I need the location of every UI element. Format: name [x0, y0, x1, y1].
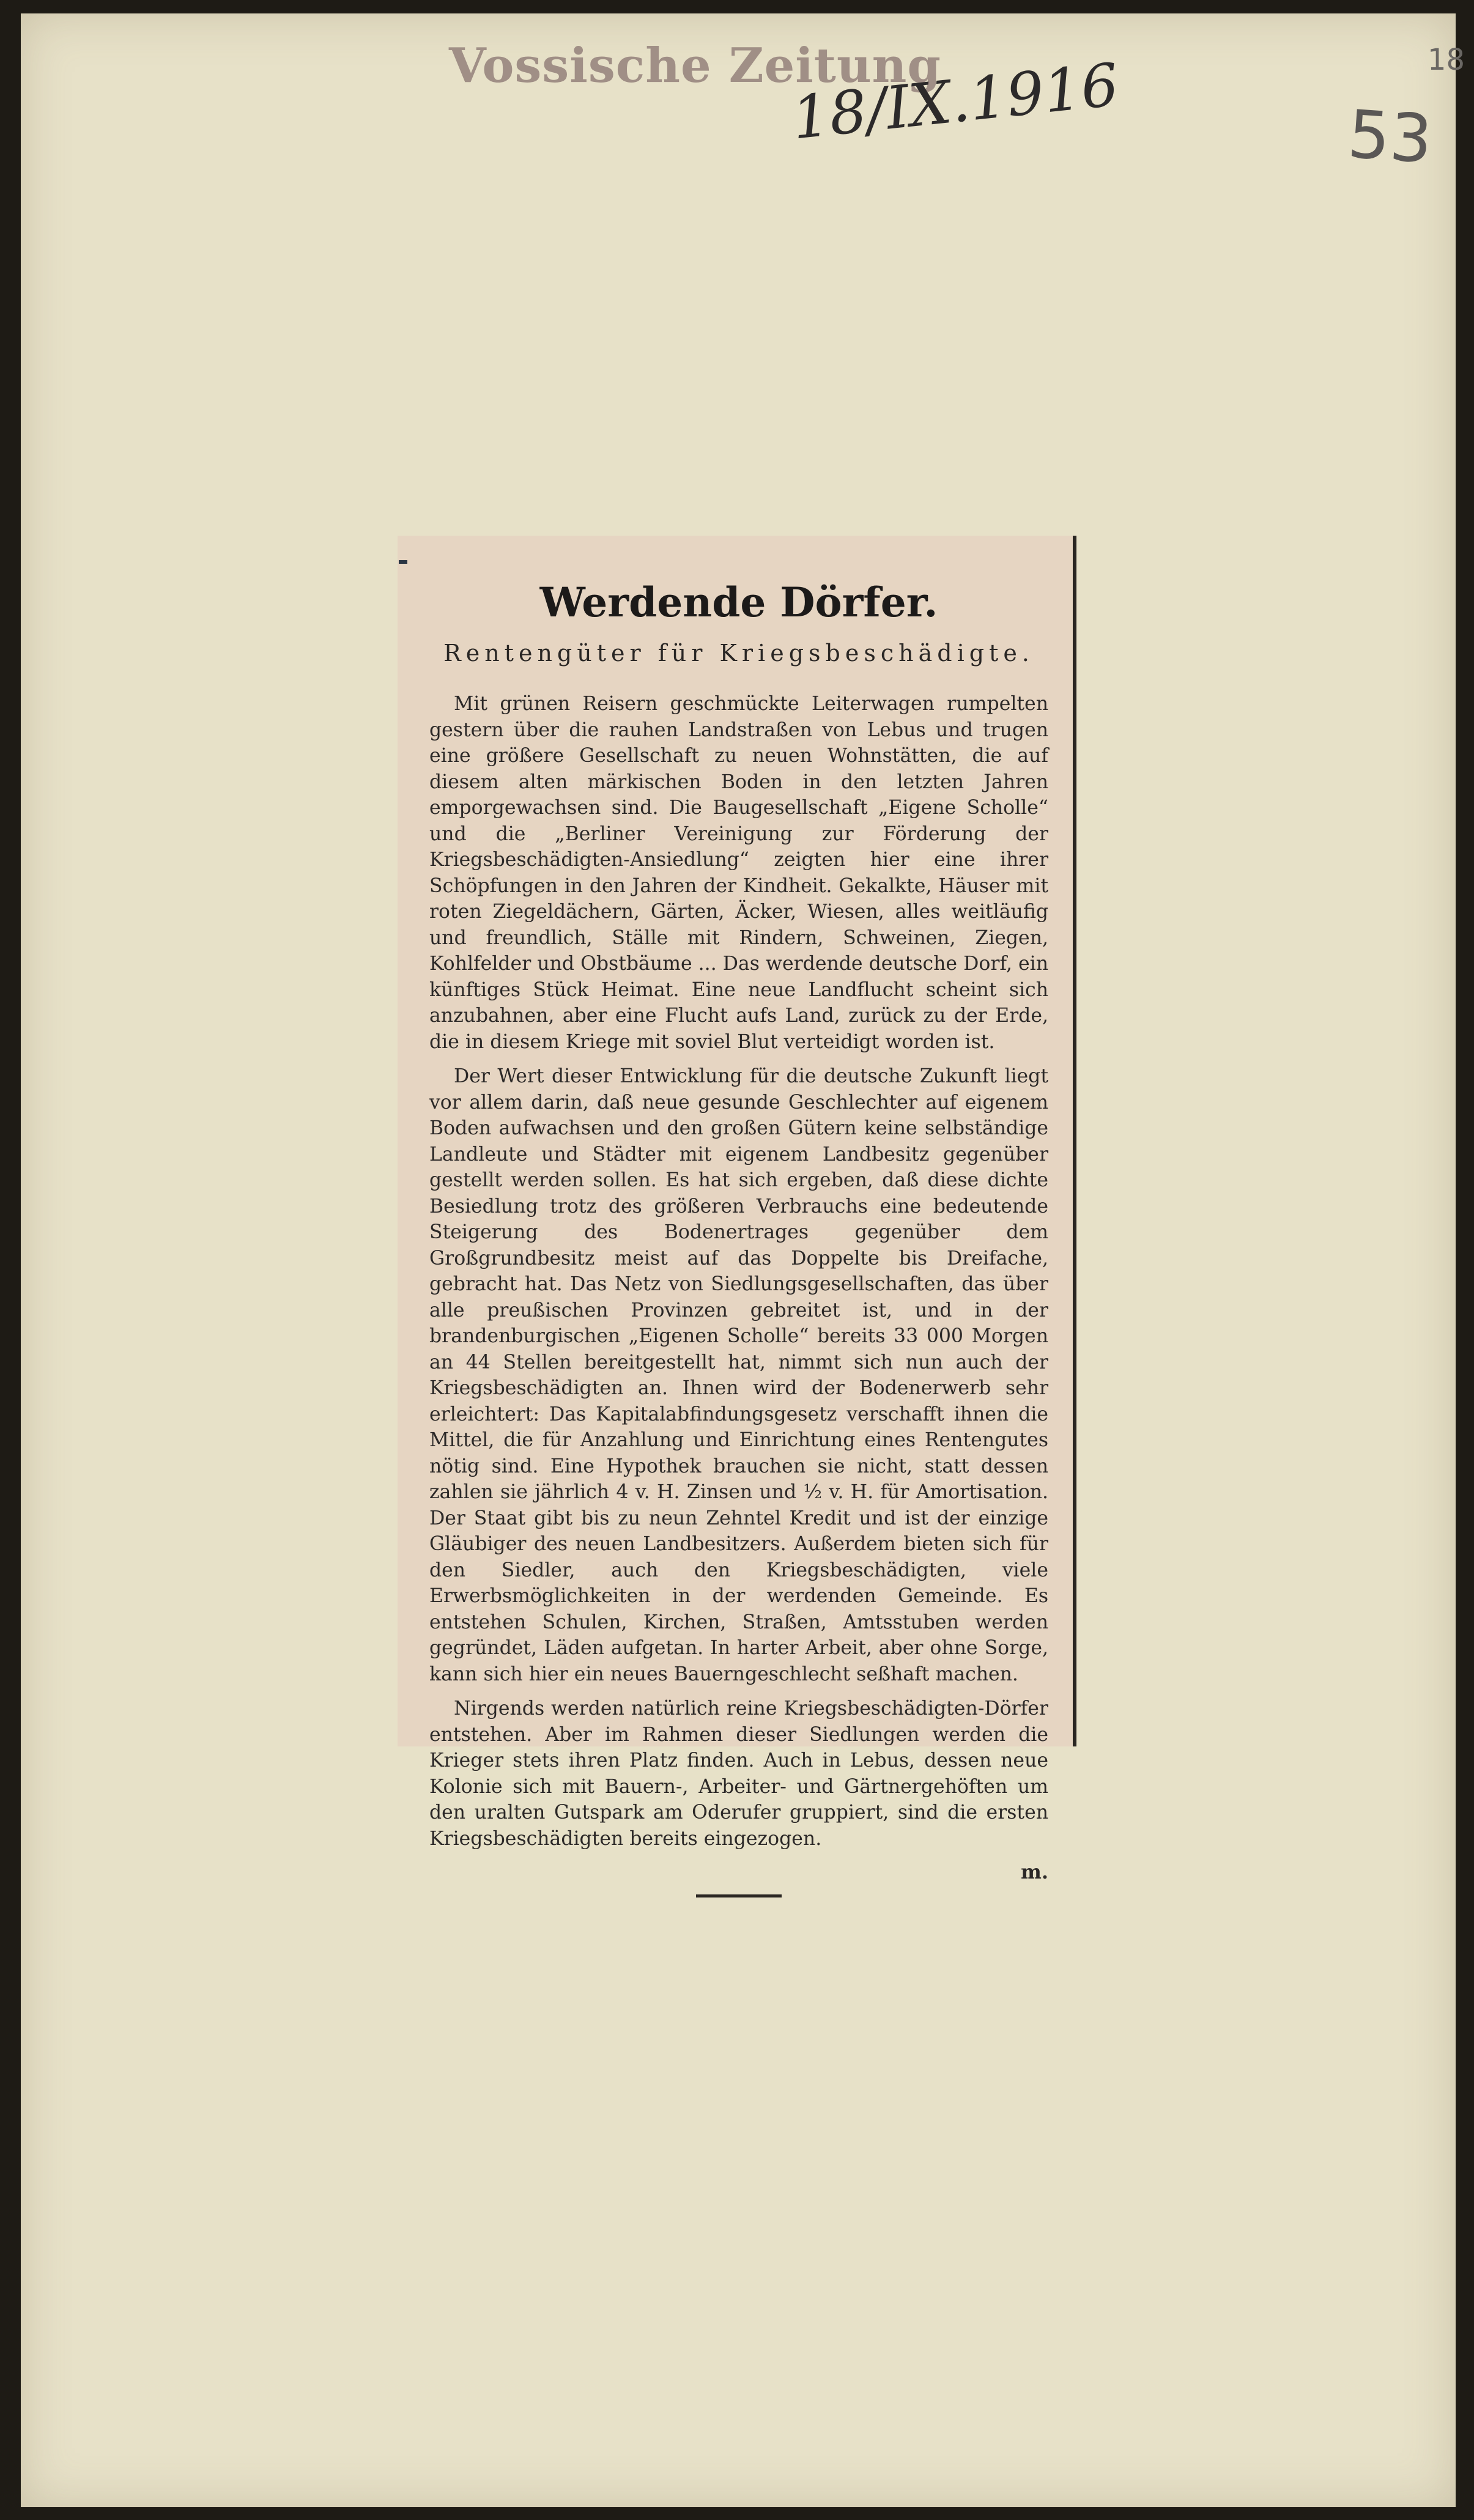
end-rule: [696, 1894, 782, 1897]
article-paragraph: Der Wert dieser Entwicklung für die deutsche Zukunft liegt vor allem darin, daß neue gesunde Geschlechter auf eigenem Boden aufwachsen und den großen Gütern keine selbständige Landleute und Städter mit eigenem Landbesitz gegenüber gestellt werden sollen. Es hat sich ergeben, daß diese dichte Besiedlung trotz des größeren Verbrauchs eine bedeutende Steigerung des Bodenertrages gegenüber dem Großgrundbesitz meist auf das Doppelte bis Dreifache, gebracht hat. Das Netz von Siedlungsgesellschaften, das über alle preußischen Provinzen gebreitet ist, und in der brandenburgischen „Eigenen Scholle“ bereits 33 000 Morgen an 44 Stellen bereitgestellt hat, nimmt sich nun auch der Kriegsbeschädigten an. Ihnen wird der Bodenerwerb sehr erleichtert: Das Kapitalabfindungsgesetz verschafft ihnen die Mittel, die für Anzahlung und Einrichtung eines Rentengutes nötig sind. Eine Hypothek brauchen sie nicht, statt dessen zahlen sie jährlich 4 v. H. Zinsen und ½ v. H. für Amortisation. Der Staat gibt bis zu neun Zehntel Kredit und ist der einzige Gläubiger des neuen Landbesitzers. Außerdem bieten sich für den Siedler, auch den Kriegsbeschädigten, viele Erwerbsmöglichkeiten in der werdenden Gemeinde. Es entstehen Schulen, Kirchen, Straßen, Amtsstuben werden gegründet, Läden aufgetan. In harter Arbeit, aber ohne Sorge, kann sich hier ein neues Bauerngeschlecht seßhaft machen.: [429, 1065, 1048, 1685]
article-subheadline: Rentengüter für Kriegsbeschädigte.: [443, 640, 1034, 667]
corner-number: 18: [1428, 43, 1465, 77]
article-signature: m.: [1021, 1860, 1048, 1883]
pin-mark: [399, 560, 407, 564]
handwritten-date: 18/IX.1916: [788, 50, 1122, 153]
newspaper-clipping: [398, 536, 1076, 1883]
article-paragraph: Mit grünen Reisern geschmückte Leiterwagen rumpelten gestern über die rauhen Landstraßen von Lebus und trugen eine größere Gesellschaft zu neuen Wohnstätten, die auf diesem alten märkischen Boden in den letzten Jahren emporgewachsen sind. Die Baugesellschaft „Eigene Scholle“ und die „Berliner Vereinigung zur Förderung der Kriegsbeschädigten-Ansiedlung“ zeigten hier eine ihrer Schöpfungen in den Jahren der Kindheit. Gekalkte, Häuser mit roten Ziegeldächern, Gärten, Äcker, Wiesen, alles weitläufig und freundlich, Ställe mit Rindern, Schweinen, Ziegen, Kohlfelder und Obstbäume ... Das werdende deutsche Dorf, ein künftiges Stück Heimat. Eine neue Landflucht scheint sich anzubahnen, aber eine Flucht aufs Land, zurück zu der Erde, die in diesem Kriege mit soviel Blut verteidigt worden ist.: [429, 693, 1048, 1053]
handwritten-page-number: 53: [1345, 96, 1435, 179]
newspaper-stamp: Vossische Zeitung: [449, 38, 941, 94]
article-paragraph: Nirgends werden natürlich reine Kriegsbeschädigten-Dörfer entstehen. Aber im Rahmen dieser Siedlungen werden die Krieger stets ihren Platz finden. Auch in Lebus, dessen neue Kolonie sich mit Bauern-, Arbeiter- und Gärtnergehöften um den uralten Gutspark am Oderufer gruppiert, sind die ersten Kriegsbeschädigten bereits eingezogen.: [429, 1698, 1048, 1850]
article-headline: Werdende Dörfer.: [539, 578, 938, 626]
